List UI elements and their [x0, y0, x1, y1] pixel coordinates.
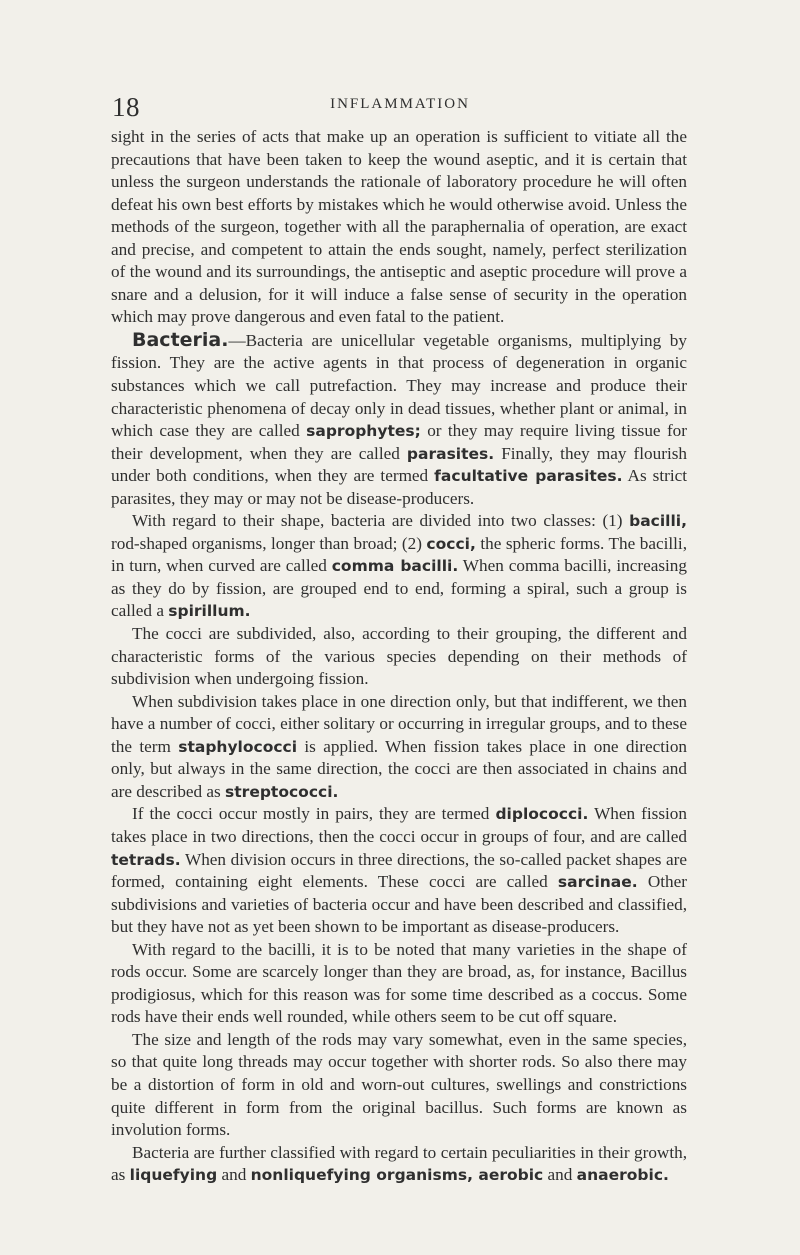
term-liquefying: liquefying — [129, 1166, 218, 1185]
text-run: Bacteria are further classified with regard to certain peculiarities in their growth, as — [111, 1142, 687, 1185]
paragraph-cocci-subdivided: The cocci are subdivided, also, according to their grouping, the different and characteristic forms of the various species depending on their methods of subdivision when undergoing fission. — [111, 624, 687, 689]
term-sarcinae: sarcinae. — [557, 873, 638, 892]
text-run: When division occurs in three directions, the so-called packet shapes are formed, containing eight elements. These cocci are called — [111, 849, 687, 892]
term-nonliquefying-aerobic: nonliquefying organisms, aerobic — [250, 1166, 544, 1185]
text-run: or they may require living tissue for their development, when they are called — [111, 421, 687, 463]
text-run: is applied. When fission takes place in one direction only, but always in the same direction, the cocci are then associated in chains and are described as — [111, 736, 688, 801]
text-run: With regard to their shape, bacteria are divided into two classes: (1) — [132, 511, 630, 531]
text-run: If the cocci occur mostly in pairs, they are termed — [132, 804, 496, 824]
term-parasites: parasites. — [406, 444, 495, 463]
term-streptococci: streptococci. — [225, 782, 339, 801]
paragraph-subdivision — [111, 691, 687, 804]
term-diplococci: diplococci. — [495, 805, 589, 824]
page-number: 18 — [112, 92, 140, 122]
paragraph-bacteria — [111, 329, 687, 510]
term-tetrads: tetrads. — [111, 850, 181, 869]
term-staphylococci: staphylococci — [178, 737, 298, 756]
term-comma-bacilli: comma bacilli. — [331, 557, 459, 576]
text-run: Finally, they may flourish under both conditions, when they are termed — [111, 443, 688, 486]
term-facultative-parasites: facultative parasites. — [434, 467, 623, 486]
term-bacilli: bacilli, — [629, 512, 687, 531]
text-run: —Bacteria are unicellular vegetable organisms, multiplying by fission. They are the active agents in that process of degeneration in organic substances which we call putrefaction. They may increase and produce their characteristic phenomena of decay only in dead tissues, whether plant or animal, in which case they are called — [111, 330, 687, 441]
running-head: INFLAMMATION — [330, 96, 470, 112]
paragraph-classification — [111, 1142, 687, 1187]
term-spirillum: spirillum. — [168, 602, 251, 621]
text-run: Other subdivisions and varieties of bacteria occur and have been described and classified, but they have not as yet been shown to be important as disease-producers. — [111, 872, 687, 937]
text-run: When fission takes place in two directions, then the cocci occur in groups of four, and are called — [111, 804, 687, 846]
text-run: As strict parasites, they may or may not be disease-producers. — [111, 466, 687, 508]
text-run: the spheric forms. The bacilli, in turn, when curved are called — [111, 533, 688, 576]
term-saprophytes: saprophytes; — [306, 422, 421, 441]
term-anaerobic: anaerobic. — [576, 1166, 669, 1185]
text-run: rod-shaped organisms, longer than broad; (2) — [111, 533, 427, 553]
body-text — [111, 126, 687, 1187]
text-run: and — [543, 1165, 577, 1185]
paragraph-shape — [111, 510, 687, 623]
paragraph-rod-size: The size and length of the rods may vary somewhat, even in the same species, so that quite long threads may occur together with shorter rods. So also there may be a distortion of form in old and worn-out cultures, swellings and constrictions quite different in form from the original bacillus. Such forms are known as involution forms. — [111, 1029, 687, 1140]
section-heading-bacteria: Bacteria. — [132, 328, 229, 351]
term-cocci: cocci, — [426, 534, 476, 553]
text-run: When comma bacilli, increasing as they do by fission, are grouped end to end, forming a spiral, such a group is called a — [111, 556, 687, 621]
text-run: When subdivision takes place in one direction only, but that indifferent, we then have a number of cocci, either solitary or occurring in irregular groups, and to these the term — [111, 691, 687, 756]
paragraph-pairs — [111, 803, 687, 938]
paragraph-1: sight in the series of acts that make up an operation is sufficient to vitiate all the precautions that have been taken to keep the wound aseptic, and it is certain that unless the surgeon understands the rationale of laboratory procedure he will often defeat his own best efforts by mistakes which he would otherwise avoid. Unless the methods of the surgeon, together with all the paraphernalia of operation, are exact and precise, and competent to attain the ends sought, namely, perfect sterilization of the wound and its surroundings, the antiseptic and aseptic procedure will prove a snare and a delusion, for it will induce a false sense of security in the operation which may prove dangerous and even fatal to the patient. — [111, 127, 687, 327]
paragraph-bacilli-shape: With regard to the bacilli, it is to be noted that many varieties in the shape of rods occur. Some are scarcely longer than they are broad, as, for instance, Bacillus prodigiosus, which for this reason was for some time described as a coccus. Some rods have their ends well rounded, while others seem to be cut off square. — [111, 939, 687, 1027]
text-run: and — [217, 1165, 251, 1185]
